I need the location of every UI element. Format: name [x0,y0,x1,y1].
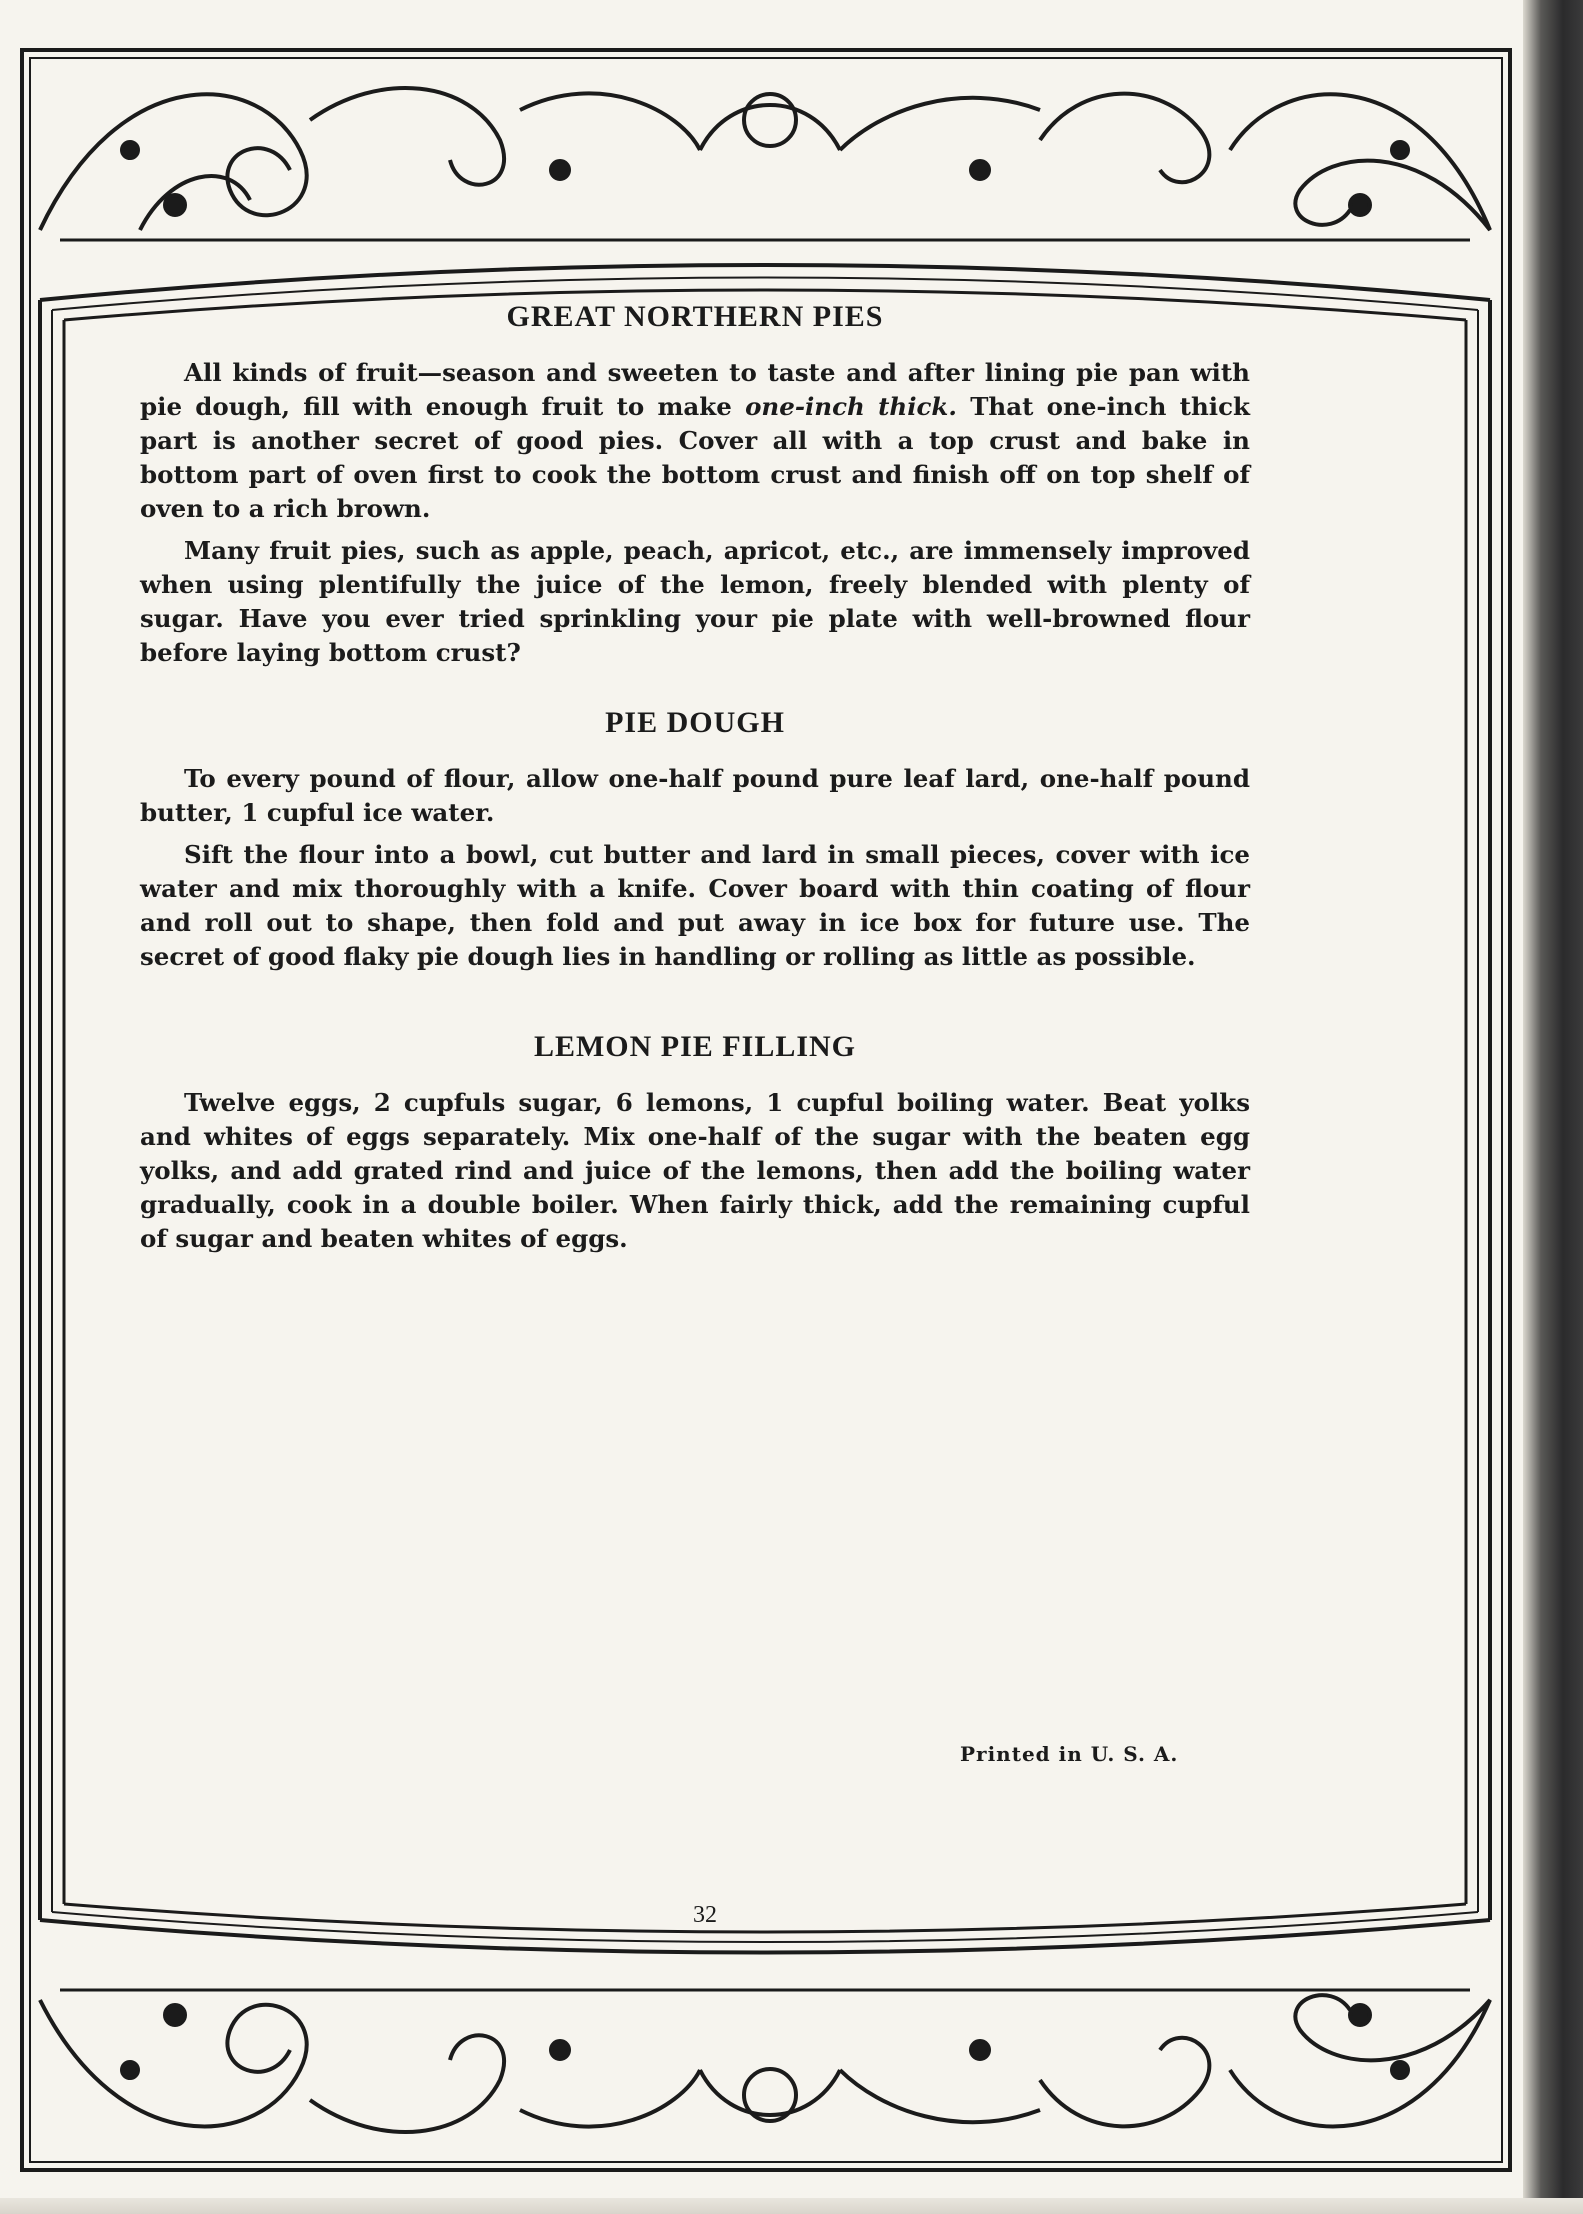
emphasized-text: one-inch thick. [745,392,957,421]
printed-in-usa-note: Printed in U. S. A. [960,1742,1179,1766]
page-number: 32 [693,1902,717,1928]
paragraph-text: That one-inch thick part is another secret of good pies. Cover all with a top crust and bake in bottom part of oven first to cook the bottom crust and finish off on top shelf of oven to a rich brown. [140,392,1251,523]
paragraph: Twelve eggs, 2 cupfuls sugar, 6 lemons, 1 cupful boiling water. Beat yolks and whites of eggs separately. Mix one-half of the sugar with the beaten egg yolks, and add grated rind and juice of the lemons, then add the boiling water gradually, cook in a double boiler. When fairly thick, add the remaining cupful of sugar and beaten whites of eggs. [140,1088,1250,1253]
recipe-content [140,300,1250,1286]
section-heading: PIE DOUGH [605,706,785,739]
paragraph: To every pound of flour, allow one-half pound pure leaf lard, one-half pound butter, 1 cupful ice water. [140,764,1250,827]
paragraph-text: All kinds of fruit—season and sweeten to taste and after lining pie pan with pie dough, fill with enough fruit to make [140,358,1250,421]
top-scrollwork-ornament [40,88,1490,240]
paragraph: Sift the flour into a bowl, cut butter and lard in small pieces, cover with ice water and mix thoroughly with a knife. Cover board with thin coating of flour and roll out to shape, then fold and put away in ice box for future use. The secret of good flaky pie dough lies in handling or rolling as little as possible. [140,840,1250,971]
section-heading: LEMON PIE FILLING [533,1030,857,1063]
paragraph [140,356,1250,526]
section-lemon-pie-filling [140,1030,1250,1256]
paragraph: Many fruit pies, such as apple, peach, apricot, etc., are immensely improved when using plentifully the juice of the lemon, freely blended with plenty of sugar. Have you ever tried sprinkling your pie plate with well-browned flour before laying bottom crust? [140,536,1250,667]
bottom-scrollwork-ornament [40,1990,1490,2132]
section-pie-dough [140,706,1250,974]
section-great-northern-pies [140,300,1250,670]
section-heading: GREAT NORTHERN PIES [506,300,884,333]
